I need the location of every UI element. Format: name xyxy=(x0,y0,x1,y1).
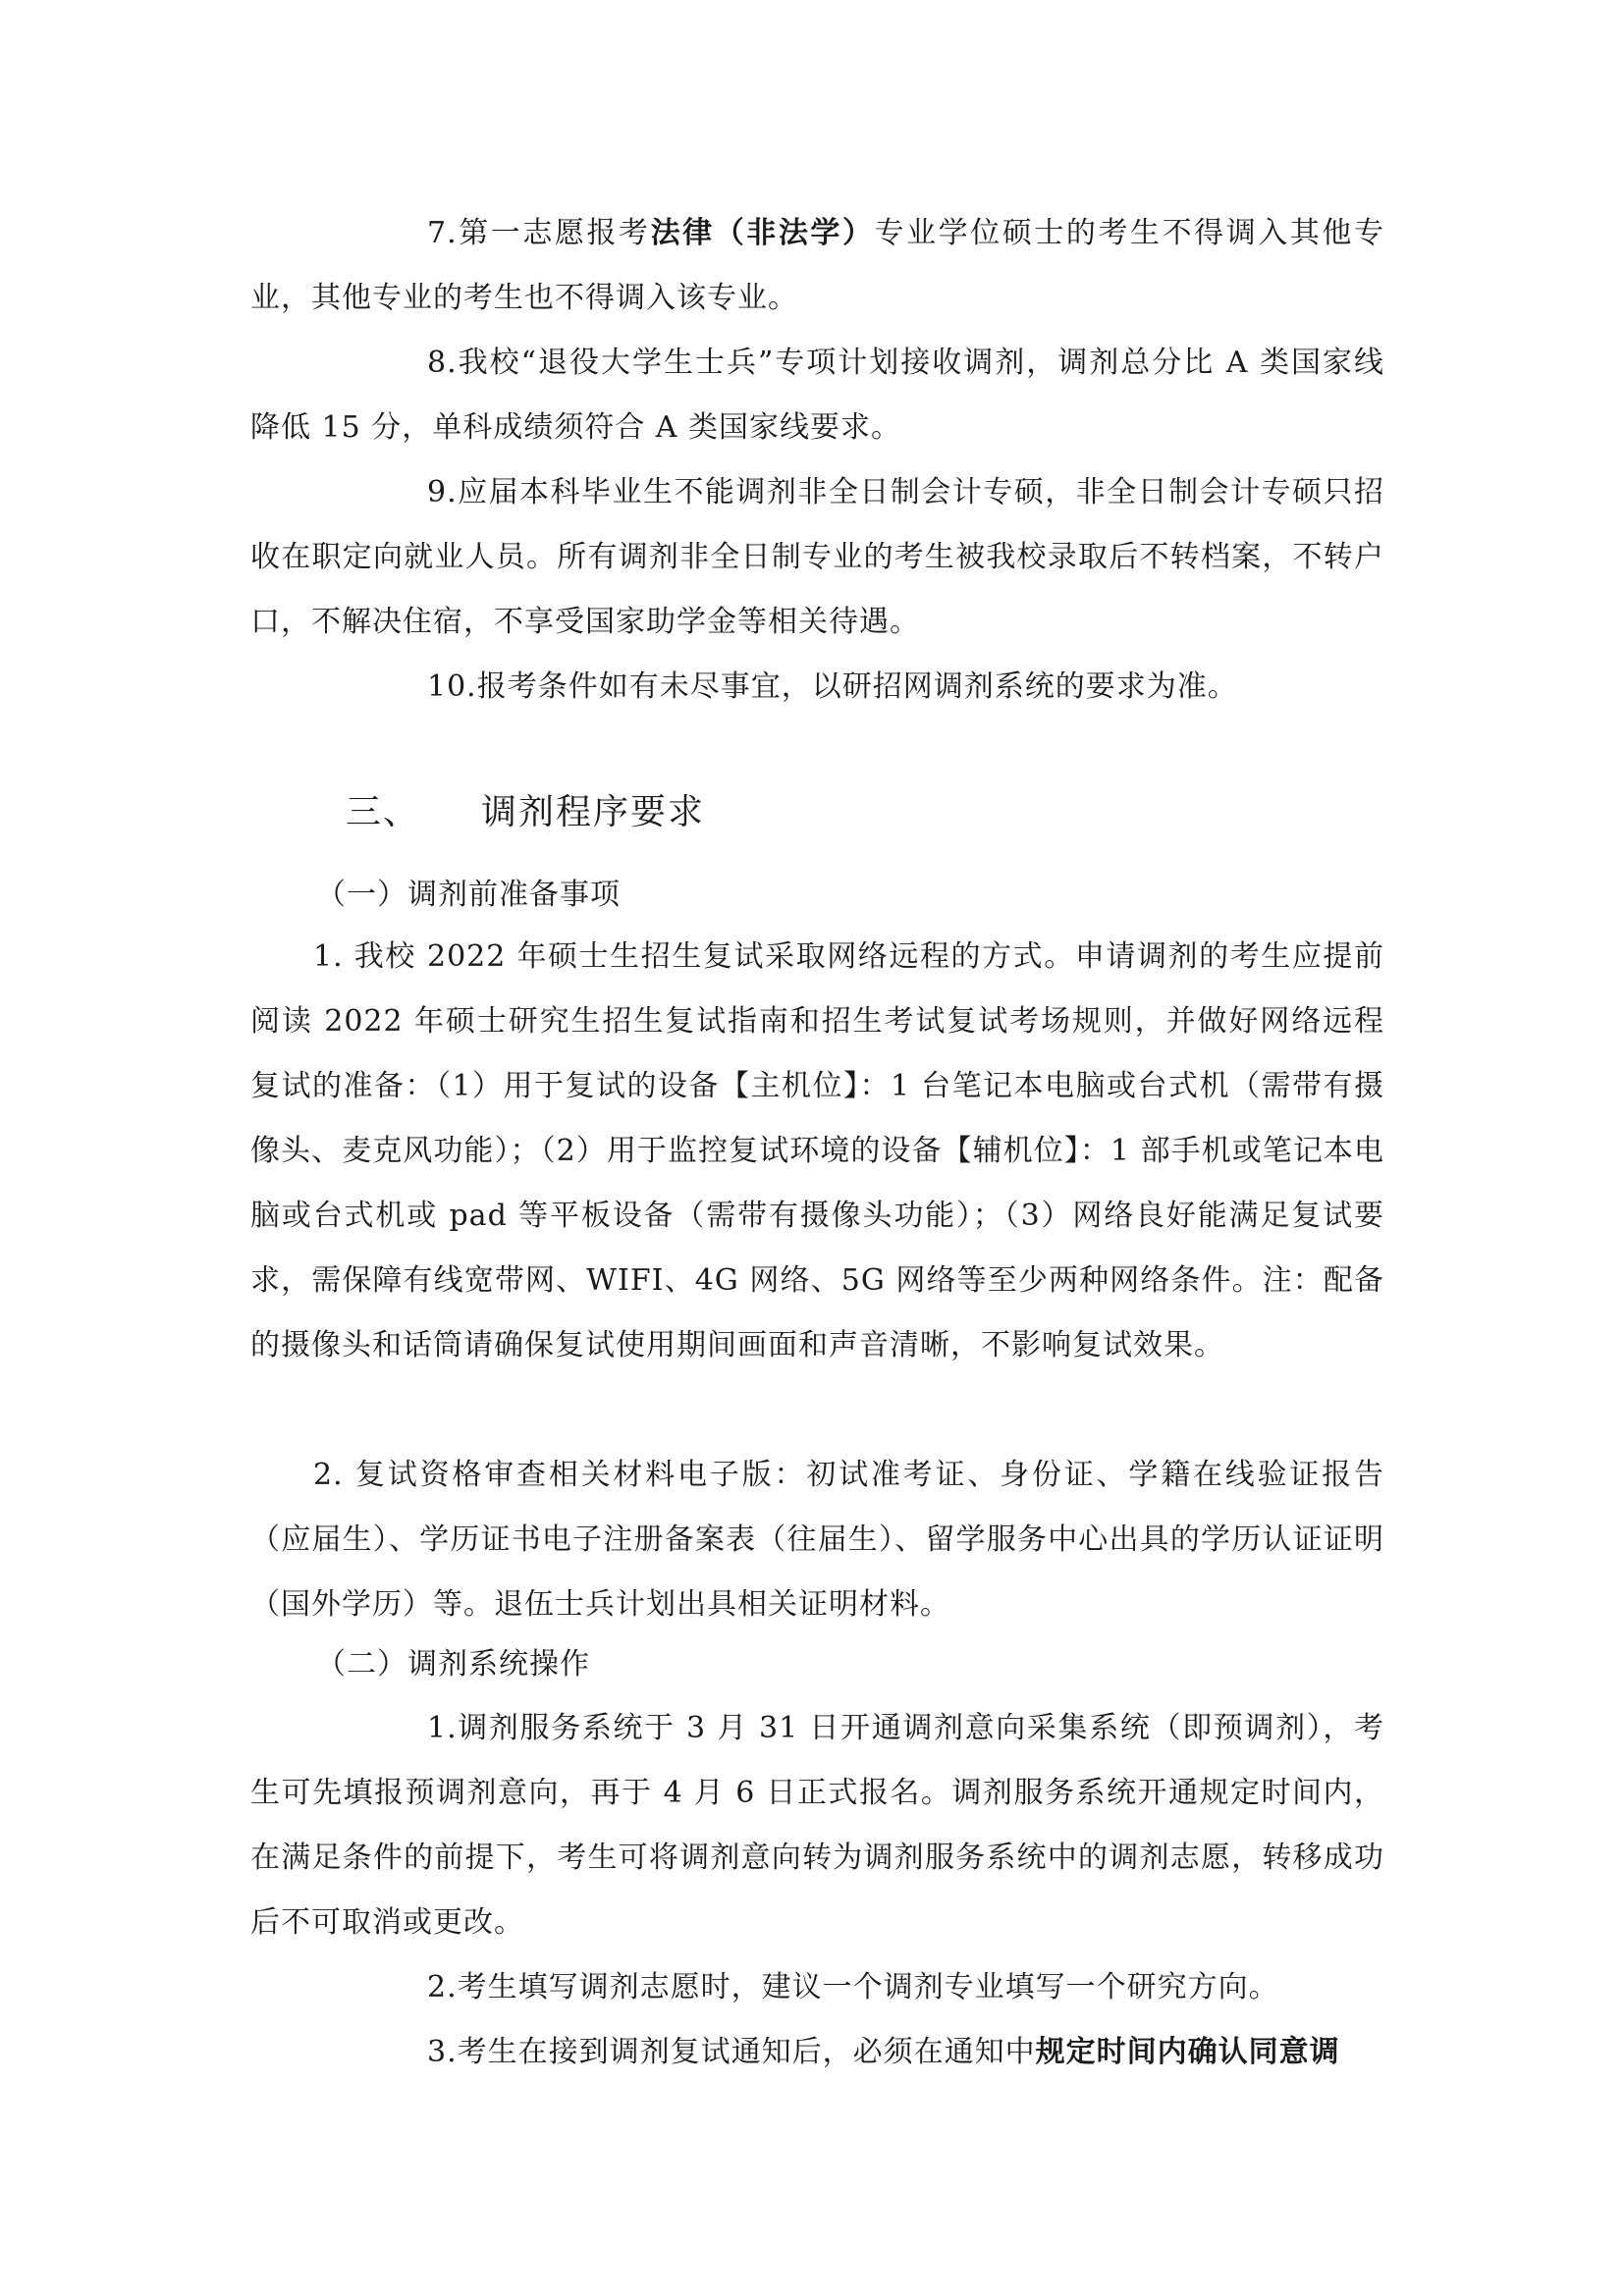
item-text: 报考条件如有未尽事宜，以研招网调剂系统的要求为准。 xyxy=(476,669,1238,704)
list-item-7 xyxy=(250,201,1384,331)
item-text: 我校“退役大学生士兵”专项计划接收调剂，调剂总分比 A 类国家线降低 15 分，单科成绩须符合 A 类国家线要求。 xyxy=(250,346,1384,445)
item-number: 2. xyxy=(427,1970,458,2004)
item-text-bold: 规定时间内确认同意调 xyxy=(1035,2035,1340,2069)
item-text-pre: 第一志愿报考 xyxy=(457,216,651,250)
item-number: 3. xyxy=(427,2035,458,2069)
list-item-10 xyxy=(250,655,1384,720)
item-text-bold: 法律（非法学） xyxy=(650,216,875,250)
list-item-system-3 xyxy=(250,2020,1384,2085)
item-number: 8. xyxy=(427,346,458,380)
section-number: 三、 xyxy=(346,792,421,832)
item-text: 调剂服务系统于 3 月 31 日开通调剂意向采集系统（即预调剂），考生可先填报预调剂意向，再于 4 月 6 日正式报名。调剂服务系统开通规定时间内，在满足条件的前提下，考生可将调剂意向转为调剂服务系统中的调剂志愿，转移成功后不可取消或更改。 xyxy=(250,1711,1384,1940)
subsection-title-1: （一）调剂前准备事项 xyxy=(316,878,621,912)
item-number: 9. xyxy=(427,475,458,509)
list-item-8 xyxy=(250,331,1384,460)
paragraph-preparation-1: 1. 我校 2022 年硕士生招生复试采取网络远程的方式。申请调剂的考生应提前阅读 2022 年硕士研究生招生复试指南和招生考试复试考场规则，并做好网络远程复试的准备：（1）用于复试的设备【主机位】：1 台笔记本电脑或台式机（需带有摄像头、麦克风功能）；（2）用于监控复试环境的设备【辅机位】：1 部手机或笔记本电脑或台式机或 pad 等平板设备（需带有摄像头功能）；（3）网络良好能满足复试要求，需保障有线宽带网、WIFI、4G 网络、5G 网络等至少两种网络条件。注：配备的摄像头和话筒请确保复试使用期间画面和声音清晰，不影响复试效果。 xyxy=(250,939,1384,1362)
list-item-system-2 xyxy=(250,1955,1384,2020)
item-number: 7. xyxy=(427,216,458,250)
item-text-post: 专业学位硕士的考生不得调入其他专业，其他专业的考生也不得调入该专业。 xyxy=(250,216,1385,315)
item-text: 应届本科毕业生不能调剂非全日制会计专硕，非全日制会计专硕只招收在职定向就业人员。所有调剂非全日制专业的考生被我校录取后不转档案，不转户口，不解决住宿，不享受国家助学金等相关待遇。 xyxy=(250,475,1384,639)
item-number: 10. xyxy=(427,669,477,704)
list-item-system-1 xyxy=(250,1696,1384,1955)
section-title: 调剂程序要求 xyxy=(481,792,706,832)
item-text-pre: 考生在接到调剂复试通知后，必须在通知中 xyxy=(457,2035,1036,2069)
list-item-9 xyxy=(250,460,1384,655)
item-text: 考生填写调剂志愿时，建议一个调剂专业填写一个研究方向。 xyxy=(457,1970,1279,2004)
subsection-title-2: （二）调剂系统操作 xyxy=(316,1647,590,1682)
paragraph-preparation-2: 2. 复试资格审查相关材料电子版：初试准考证、身份证、学籍在线验证报告（应届生）、学历证书电子注册备案表（往届生）、留学服务中心出具的学历认证证明（国外学历）等。退伍士兵计划出具相关证明材料。 xyxy=(250,1458,1384,1622)
section-heading xyxy=(346,783,705,842)
item-number: 1. xyxy=(427,1711,458,1745)
